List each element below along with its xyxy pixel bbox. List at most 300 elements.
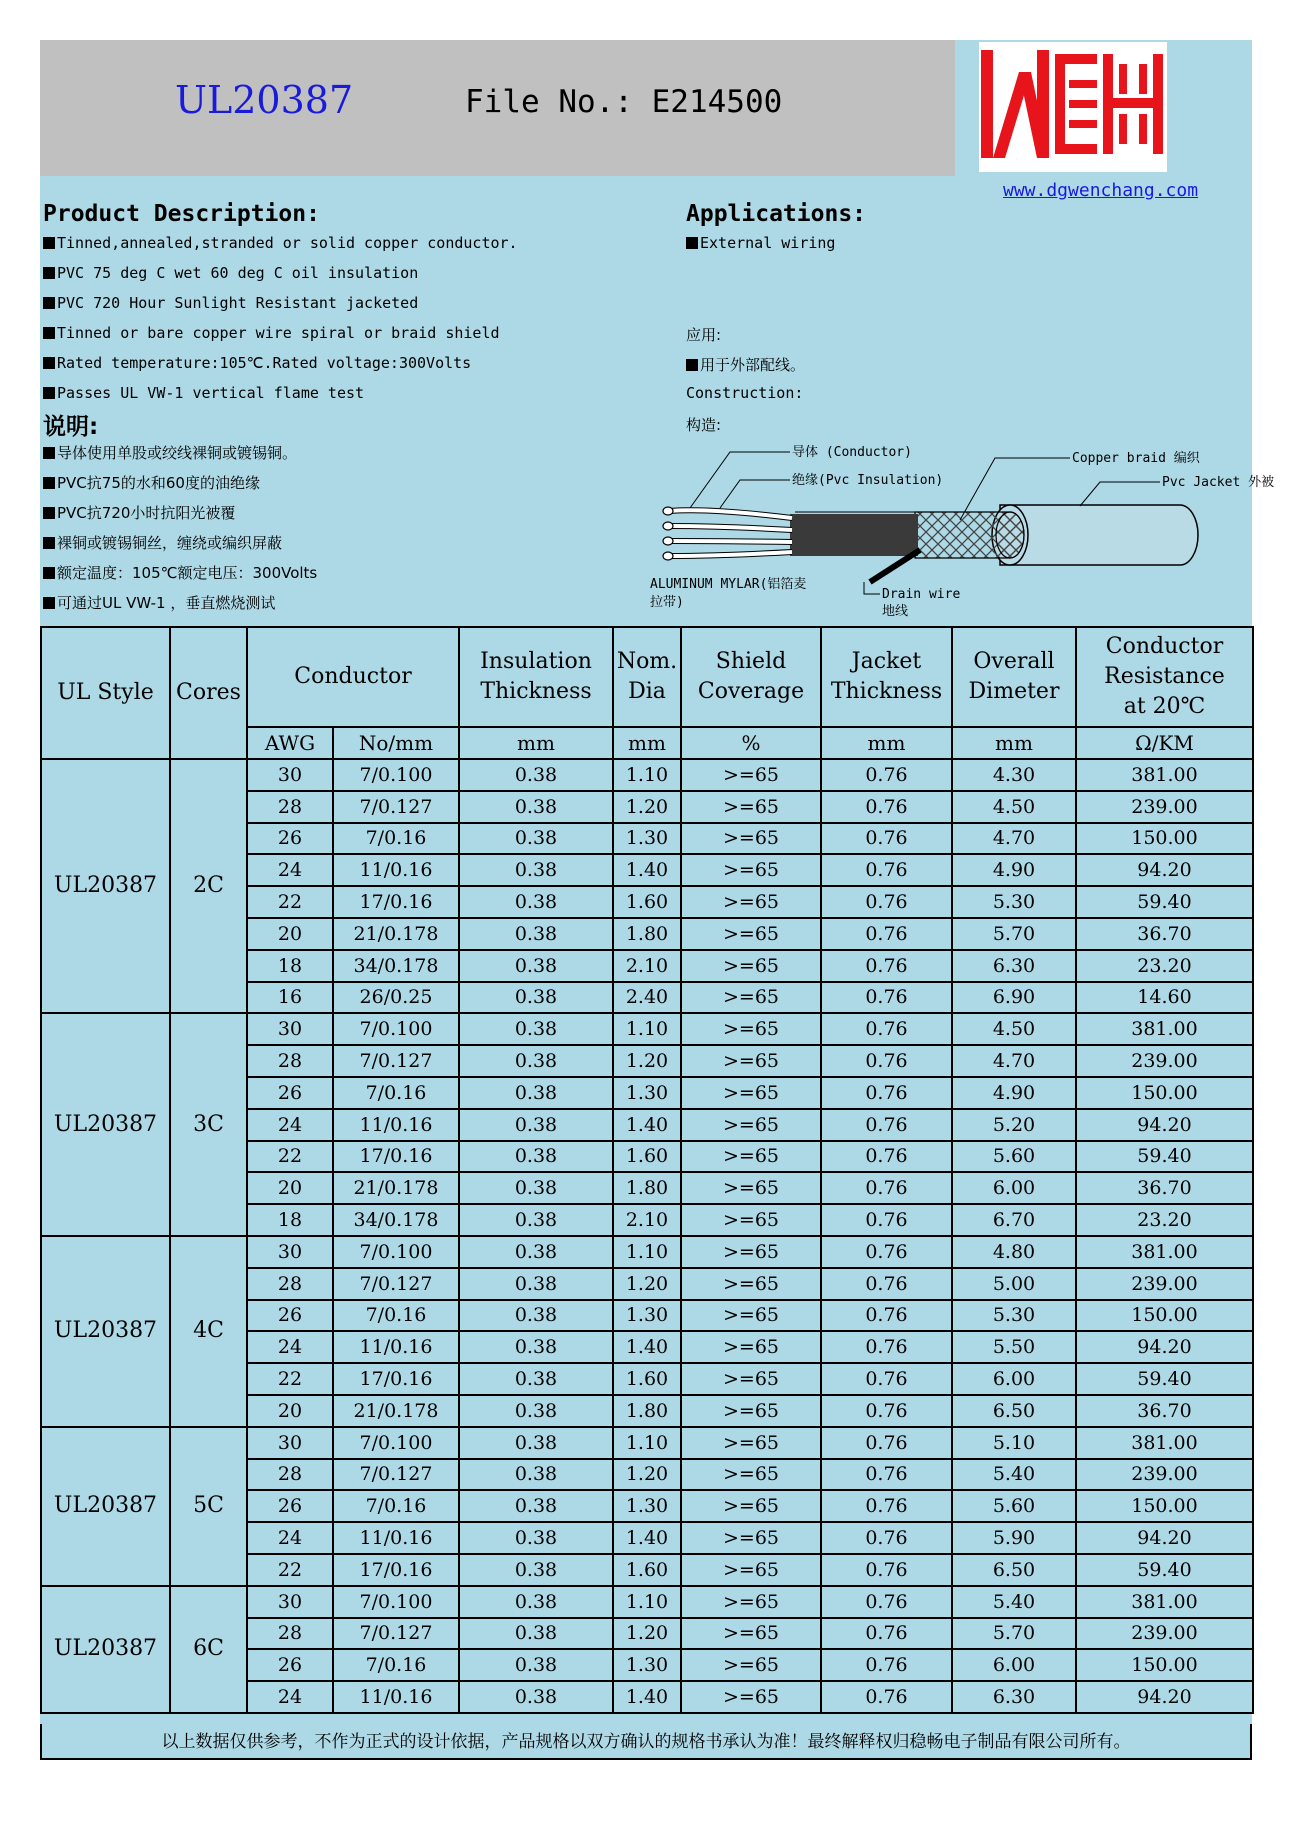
cell-overall: 4.30: [952, 759, 1076, 791]
cell-shield: >=65: [681, 1045, 821, 1077]
cell-jacket: 0.76: [821, 1236, 952, 1268]
cell-stranding: 11/0.16: [333, 1681, 459, 1713]
cell-shield: >=65: [681, 1681, 821, 1713]
cell-resistance: 381.00: [1076, 1013, 1253, 1045]
cell-jacket: 0.76: [821, 1618, 952, 1650]
diagram-label-drain-cn: 地线: [882, 604, 909, 619]
cell-stranding: 21/0.178: [333, 1172, 459, 1204]
cell-shield: >=65: [681, 854, 821, 886]
cell-resistance: 23.20: [1076, 950, 1253, 982]
cell-awg: 28: [247, 1268, 333, 1300]
cell-shield: >=65: [681, 1172, 821, 1204]
cell-jacket: 0.76: [821, 1172, 952, 1204]
cell-stranding: 21/0.178: [333, 1395, 459, 1427]
aluminum-mylar: [790, 512, 918, 556]
cell-resistance: 23.20: [1076, 1204, 1253, 1236]
cell-jacket: 0.76: [821, 1649, 952, 1681]
cell-resistance: 94.20: [1076, 1109, 1253, 1141]
cell-nom-dia: 1.60: [613, 886, 681, 918]
cell-stranding: 7/0.16: [333, 1649, 459, 1681]
cell-shield: >=65: [681, 1522, 821, 1554]
cell-resistance: 36.70: [1076, 918, 1253, 950]
cell-nom-dia: 1.80: [613, 1395, 681, 1427]
description-cn-item: PVC抗720小时抗阳光被覆: [43, 502, 235, 523]
company-logo: [979, 42, 1167, 172]
diagram-label-mylar-2: 拉带): [650, 595, 684, 610]
cell-resistance: 239.00: [1076, 1459, 1253, 1491]
cell-awg: 28: [247, 791, 333, 823]
description-item: Tinned or bare copper wire spiral or braid shield: [43, 324, 500, 342]
construction-cn-label: 构造:: [686, 416, 722, 434]
cell-resistance: 94.20: [1076, 854, 1253, 886]
cell-insulation: 0.38: [459, 1236, 613, 1268]
cell-resistance: 59.40: [1076, 886, 1253, 918]
diagram-label-jacket: Pvc Jacket 外被: [1162, 475, 1275, 490]
cell-jacket: 0.76: [821, 1331, 952, 1363]
cell-nom-dia: 1.40: [613, 854, 681, 886]
cell-jacket: 0.76: [821, 1109, 952, 1141]
insulated-conductors: [663, 507, 792, 560]
col-header-conductor: Conductor: [247, 627, 459, 727]
description-cn-item: 可通过UL VW-1 ，垂直燃烧测试: [43, 592, 275, 613]
cell-overall: 6.00: [952, 1649, 1076, 1681]
cell-jacket: 0.76: [821, 982, 952, 1014]
unit-overall: mm: [952, 727, 1076, 759]
cell-jacket: 0.76: [821, 1459, 952, 1491]
cell-shield: >=65: [681, 1395, 821, 1427]
cell-shield: >=65: [681, 1204, 821, 1236]
diagram-label-insulation: 绝缘(Pvc Insulation): [792, 473, 944, 488]
diagram-label-mylar: ALUMINUM MYLAR(铝箔麦: [650, 577, 807, 592]
cell-awg: 28: [247, 1045, 333, 1077]
col-header-shield: Shield Coverage: [681, 627, 821, 727]
cell-overall: 6.50: [952, 1554, 1076, 1586]
cell-overall: 5.50: [952, 1331, 1076, 1363]
cell-shield: >=65: [681, 791, 821, 823]
cell-insulation: 0.38: [459, 982, 613, 1014]
cell-awg: 24: [247, 854, 333, 886]
cell-awg: 16: [247, 982, 333, 1014]
cell-resistance: 381.00: [1076, 1427, 1253, 1459]
diagram-label-braid: Copper braid 编织: [1072, 451, 1200, 466]
cell-insulation: 0.38: [459, 1490, 613, 1522]
cell-overall: 4.50: [952, 1013, 1076, 1045]
col-header-overall: Overall Dimeter: [952, 627, 1076, 727]
cell-nom-dia: 1.20: [613, 1618, 681, 1650]
cell-awg: 24: [247, 1522, 333, 1554]
cell-awg: 30: [247, 759, 333, 791]
cell-nom-dia: 2.10: [613, 1204, 681, 1236]
cell-awg: 26: [247, 1300, 333, 1332]
cell-awg: 26: [247, 1490, 333, 1522]
cell-awg: 20: [247, 918, 333, 950]
col-header-resistance: Conductor Resistance at 20℃: [1076, 627, 1253, 727]
cell-stranding: 7/0.100: [333, 759, 459, 791]
application-item: External wiring: [686, 234, 835, 252]
cell-insulation: 0.38: [459, 1649, 613, 1681]
cell-stranding: 17/0.16: [333, 1363, 459, 1395]
cell-awg: 30: [247, 1236, 333, 1268]
cell-insulation: 0.38: [459, 1268, 613, 1300]
cell-ul-style: UL20387: [41, 759, 170, 1013]
cell-insulation: 0.38: [459, 1586, 613, 1618]
cell-shield: >=65: [681, 1363, 821, 1395]
cell-overall: 5.40: [952, 1586, 1076, 1618]
cell-insulation: 0.38: [459, 1395, 613, 1427]
cell-awg: 30: [247, 1427, 333, 1459]
cell-stranding: 11/0.16: [333, 1522, 459, 1554]
cell-shield: >=65: [681, 1649, 821, 1681]
cell-resistance: 239.00: [1076, 791, 1253, 823]
cell-jacket: 0.76: [821, 1141, 952, 1173]
cell-overall: 4.70: [952, 1045, 1076, 1077]
cell-resistance: 14.60: [1076, 982, 1253, 1014]
cell-awg: 20: [247, 1172, 333, 1204]
cell-shield: >=65: [681, 1427, 821, 1459]
cell-stranding: 7/0.127: [333, 791, 459, 823]
cell-shield: >=65: [681, 1586, 821, 1618]
cell-overall: 4.50: [952, 791, 1076, 823]
cell-overall: 4.70: [952, 823, 1076, 855]
cell-nom-dia: 1.60: [613, 1141, 681, 1173]
cell-jacket: 0.76: [821, 1045, 952, 1077]
header-band: [40, 40, 955, 176]
cell-resistance: 36.70: [1076, 1395, 1253, 1427]
cell-ul-style: UL20387: [41, 1427, 170, 1586]
cell-jacket: 0.76: [821, 1490, 952, 1522]
applications-cn-title: 应用:: [686, 326, 722, 344]
cell-overall: 5.40: [952, 1459, 1076, 1491]
cell-shield: >=65: [681, 1459, 821, 1491]
model-title: UL20387: [175, 78, 354, 122]
cell-nom-dia: 1.40: [613, 1522, 681, 1554]
cell-stranding: 7/0.127: [333, 1268, 459, 1300]
cell-shield: >=65: [681, 1077, 821, 1109]
cell-resistance: 59.40: [1076, 1554, 1253, 1586]
unit-nom-dia: mm: [613, 727, 681, 759]
cell-shield: >=65: [681, 1236, 821, 1268]
description-item: Tinned,annealed,stranded or solid copper conductor.: [43, 234, 518, 252]
cell-shield: >=65: [681, 1013, 821, 1045]
description-cn-item: PVC抗75的水和60度的油绝缘: [43, 472, 260, 493]
cell-resistance: 36.70: [1076, 1172, 1253, 1204]
cell-jacket: 0.76: [821, 1681, 952, 1713]
cell-stranding: 11/0.16: [333, 1109, 459, 1141]
cell-ul-style: UL20387: [41, 1586, 170, 1713]
cell-nom-dia: 1.20: [613, 1268, 681, 1300]
cell-awg: 24: [247, 1681, 333, 1713]
cell-stranding: 34/0.178: [333, 1204, 459, 1236]
cell-shield: >=65: [681, 1331, 821, 1363]
diagram-label-drain: Drain wire: [882, 587, 961, 602]
footer-disclaimer: 以上数据仅供参考，不作为正式的设计依据，产品规格以双方确认的规格书承认为准！最终解释权归稳畅电子制品有限公司所有。: [40, 1724, 1252, 1760]
cell-jacket: 0.76: [821, 1395, 952, 1427]
cell-overall: 5.10: [952, 1427, 1076, 1459]
cell-ul-style: UL20387: [41, 1013, 170, 1236]
cell-insulation: 0.38: [459, 1522, 613, 1554]
cell-awg: 24: [247, 1109, 333, 1141]
cell-jacket: 0.76: [821, 1013, 952, 1045]
applications-title: Applications:: [686, 201, 867, 227]
cell-overall: 6.90: [952, 982, 1076, 1014]
description-cn-item: 裸铜或镀锡铜丝，缠绕或编织屏蔽: [43, 532, 282, 553]
cell-shield: >=65: [681, 1109, 821, 1141]
cell-overall: 5.70: [952, 1618, 1076, 1650]
cell-awg: 18: [247, 950, 333, 982]
cell-nom-dia: 1.30: [613, 1490, 681, 1522]
cell-overall: 4.90: [952, 854, 1076, 886]
cell-shield: >=65: [681, 759, 821, 791]
cell-nom-dia: 1.80: [613, 918, 681, 950]
cell-nom-dia: 1.10: [613, 1013, 681, 1045]
cell-resistance: 239.00: [1076, 1045, 1253, 1077]
cell-stranding: 17/0.16: [333, 1141, 459, 1173]
website-link[interactable]: www.dgwenchang.com: [1003, 180, 1199, 201]
cell-stranding: 11/0.16: [333, 854, 459, 886]
unit-awg: AWG: [247, 727, 333, 759]
cell-awg: 22: [247, 1141, 333, 1173]
cell-nom-dia: 1.40: [613, 1109, 681, 1141]
cell-awg: 20: [247, 1395, 333, 1427]
cell-resistance: 239.00: [1076, 1268, 1253, 1300]
cell-shield: >=65: [681, 1141, 821, 1173]
spec-table-body: [41, 759, 1253, 1713]
cell-nom-dia: 1.30: [613, 1300, 681, 1332]
table-row: [41, 1013, 1253, 1045]
description-item: PVC 75 deg C wet 60 deg C oil insulation: [43, 264, 418, 282]
cell-resistance: 94.20: [1076, 1331, 1253, 1363]
cell-nom-dia: 2.10: [613, 950, 681, 982]
cell-stranding: 17/0.16: [333, 1554, 459, 1586]
cable-construction-diagram: [650, 400, 1275, 619]
table-row: [41, 1586, 1253, 1618]
col-header-insulation: Insulation Thickness: [459, 627, 613, 727]
cell-awg: 30: [247, 1586, 333, 1618]
cell-stranding: 7/0.127: [333, 1459, 459, 1491]
cell-jacket: 0.76: [821, 759, 952, 791]
spec-table: [40, 626, 1254, 1714]
cell-jacket: 0.76: [821, 791, 952, 823]
cell-insulation: 0.38: [459, 791, 613, 823]
table-row: [41, 1427, 1253, 1459]
cell-resistance: 381.00: [1076, 1236, 1253, 1268]
cell-overall: 4.90: [952, 1077, 1076, 1109]
cell-overall: 6.30: [952, 950, 1076, 982]
cell-stranding: 7/0.100: [333, 1586, 459, 1618]
cell-shield: >=65: [681, 886, 821, 918]
description-item: PVC 720 Hour Sunlight Resistant jacketed: [43, 294, 418, 312]
cell-shield: >=65: [681, 950, 821, 982]
col-header-nom-dia: Nom. Dia: [613, 627, 681, 727]
cell-stranding: 7/0.127: [333, 1618, 459, 1650]
cell-jacket: 0.76: [821, 854, 952, 886]
cell-insulation: 0.38: [459, 1109, 613, 1141]
cell-nom-dia: 1.30: [613, 823, 681, 855]
cell-insulation: 0.38: [459, 1427, 613, 1459]
cell-cores: 3C: [170, 1013, 247, 1236]
cell-jacket: 0.76: [821, 918, 952, 950]
cell-insulation: 0.38: [459, 1204, 613, 1236]
cell-nom-dia: 2.40: [613, 982, 681, 1014]
cell-insulation: 0.38: [459, 759, 613, 791]
cell-awg: 22: [247, 1363, 333, 1395]
cell-stranding: 7/0.100: [333, 1427, 459, 1459]
cell-insulation: 0.38: [459, 1172, 613, 1204]
description-item: Passes UL VW-1 vertical flame test: [43, 384, 364, 402]
cell-stranding: 7/0.16: [333, 1490, 459, 1522]
cell-overall: 5.60: [952, 1490, 1076, 1522]
cell-stranding: 7/0.16: [333, 1077, 459, 1109]
cell-shield: >=65: [681, 1268, 821, 1300]
cell-insulation: 0.38: [459, 1331, 613, 1363]
cell-nom-dia: 1.40: [613, 1681, 681, 1713]
cell-insulation: 0.38: [459, 886, 613, 918]
cell-awg: 18: [247, 1204, 333, 1236]
table-row: [41, 1236, 1253, 1268]
cell-nom-dia: 1.10: [613, 1427, 681, 1459]
cell-nom-dia: 1.20: [613, 791, 681, 823]
cell-resistance: 150.00: [1076, 1649, 1253, 1681]
diagram-label-conductor: 导体 (Conductor): [792, 445, 912, 460]
cell-awg: 22: [247, 886, 333, 918]
cell-stranding: 7/0.100: [333, 1013, 459, 1045]
cell-overall: 5.20: [952, 1109, 1076, 1141]
cell-stranding: 7/0.100: [333, 1236, 459, 1268]
cell-nom-dia: 1.10: [613, 1586, 681, 1618]
cell-jacket: 0.76: [821, 1077, 952, 1109]
cell-insulation: 0.38: [459, 918, 613, 950]
cell-jacket: 0.76: [821, 1363, 952, 1395]
description-cn-item: 额定温度：105℃额定电压：300Volts: [43, 562, 317, 583]
cell-nom-dia: 1.20: [613, 1045, 681, 1077]
cell-cores: 5C: [170, 1427, 247, 1586]
cell-overall: 6.00: [952, 1172, 1076, 1204]
file-number: File No.: E214500: [465, 84, 783, 120]
cell-overall: 4.80: [952, 1236, 1076, 1268]
cell-stranding: 26/0.25: [333, 982, 459, 1014]
cell-resistance: 150.00: [1076, 1077, 1253, 1109]
cell-resistance: 381.00: [1076, 759, 1253, 791]
unit-resistance: Ω/KM: [1076, 727, 1253, 759]
cell-nom-dia: 1.10: [613, 1236, 681, 1268]
product-description-title: Product Description:: [43, 201, 320, 227]
cell-nom-dia: 1.40: [613, 1331, 681, 1363]
cell-shield: >=65: [681, 1490, 821, 1522]
cell-shield: >=65: [681, 1618, 821, 1650]
cell-shield: >=65: [681, 823, 821, 855]
cell-stranding: 7/0.16: [333, 823, 459, 855]
cell-overall: 6.50: [952, 1395, 1076, 1427]
cell-insulation: 0.38: [459, 1013, 613, 1045]
cell-overall: 5.70: [952, 918, 1076, 950]
cell-jacket: 0.76: [821, 1522, 952, 1554]
cell-insulation: 0.38: [459, 1300, 613, 1332]
cell-overall: 6.00: [952, 1363, 1076, 1395]
cell-shield: >=65: [681, 1554, 821, 1586]
construction-label: Construction:: [686, 384, 804, 402]
cell-nom-dia: 1.20: [613, 1459, 681, 1491]
cell-stranding: 17/0.16: [333, 886, 459, 918]
unit-jacket: mm: [821, 727, 952, 759]
description-item: Rated temperature:105℃.Rated voltage:300Volts: [43, 354, 471, 372]
cell-jacket: 0.76: [821, 886, 952, 918]
cell-jacket: 0.76: [821, 1268, 952, 1300]
description-cn-title: 说明:: [43, 414, 99, 440]
col-header-jacket: Jacket Thickness: [821, 627, 952, 727]
cell-overall: 5.90: [952, 1522, 1076, 1554]
cell-overall: 5.00: [952, 1268, 1076, 1300]
cell-shield: >=65: [681, 918, 821, 950]
cell-resistance: 94.20: [1076, 1522, 1253, 1554]
cell-nom-dia: 1.80: [613, 1172, 681, 1204]
cell-overall: 6.70: [952, 1204, 1076, 1236]
cell-overall: 5.30: [952, 1300, 1076, 1332]
cell-nom-dia: 1.60: [613, 1363, 681, 1395]
copper-braid: [915, 512, 1024, 558]
unit-insulation: mm: [459, 727, 613, 759]
cell-awg: 26: [247, 1077, 333, 1109]
cell-overall: 5.60: [952, 1141, 1076, 1173]
cell-shield: >=65: [681, 982, 821, 1014]
cell-nom-dia: 1.60: [613, 1554, 681, 1586]
cell-awg: 28: [247, 1618, 333, 1650]
cell-insulation: 0.38: [459, 1045, 613, 1077]
description-cn-item: 导体使用单股或绞线裸铜或镀锡铜。: [43, 442, 297, 463]
wch-logo-icon: [979, 42, 1167, 172]
cell-cores: 4C: [170, 1236, 247, 1427]
cell-nom-dia: 1.30: [613, 1077, 681, 1109]
col-header-ul-style: UL Style: [41, 627, 170, 759]
cell-jacket: 0.76: [821, 1586, 952, 1618]
cell-insulation: 0.38: [459, 1141, 613, 1173]
cell-insulation: 0.38: [459, 1554, 613, 1586]
cell-awg: 26: [247, 1649, 333, 1681]
cell-cores: 6C: [170, 1586, 247, 1713]
cell-awg: 22: [247, 1554, 333, 1586]
cell-stranding: 7/0.16: [333, 1300, 459, 1332]
cell-jacket: 0.76: [821, 823, 952, 855]
cell-insulation: 0.38: [459, 854, 613, 886]
unit-shield: %: [681, 727, 821, 759]
cell-resistance: 59.40: [1076, 1141, 1253, 1173]
cell-stranding: 7/0.127: [333, 1045, 459, 1077]
cell-awg: 28: [247, 1459, 333, 1491]
cell-insulation: 0.38: [459, 950, 613, 982]
cell-cores: 2C: [170, 759, 247, 1013]
cell-awg: 24: [247, 1331, 333, 1363]
cell-insulation: 0.38: [459, 1618, 613, 1650]
col-header-cores: Cores: [170, 627, 247, 759]
cell-insulation: 0.38: [459, 823, 613, 855]
cell-stranding: 21/0.178: [333, 918, 459, 950]
cell-nom-dia: 1.30: [613, 1649, 681, 1681]
cell-awg: 30: [247, 1013, 333, 1045]
cell-jacket: 0.76: [821, 950, 952, 982]
cell-stranding: 11/0.16: [333, 1331, 459, 1363]
cell-resistance: 150.00: [1076, 1490, 1253, 1522]
unit-no-mm: No/mm: [333, 727, 459, 759]
cell-jacket: 0.76: [821, 1300, 952, 1332]
cell-resistance: 94.20: [1076, 1681, 1253, 1713]
cell-jacket: 0.76: [821, 1554, 952, 1586]
cell-resistance: 59.40: [1076, 1363, 1253, 1395]
cell-resistance: 381.00: [1076, 1586, 1253, 1618]
cell-stranding: 34/0.178: [333, 950, 459, 982]
cell-awg: 26: [247, 823, 333, 855]
cell-overall: 5.30: [952, 886, 1076, 918]
cell-jacket: 0.76: [821, 1427, 952, 1459]
cell-resistance: 239.00: [1076, 1618, 1253, 1650]
